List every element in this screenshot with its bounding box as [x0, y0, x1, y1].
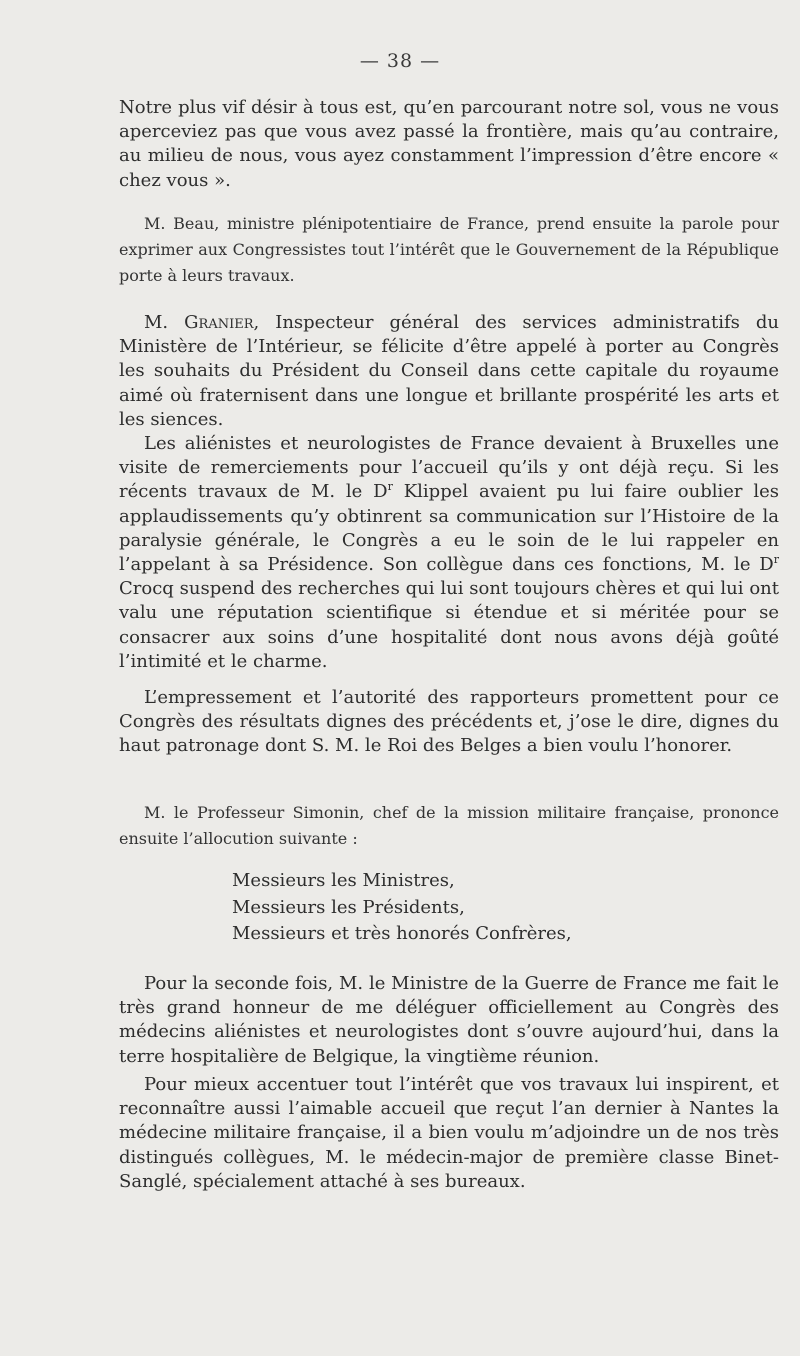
paragraph-binet-sangle: Pour mieux accentuer tout l’intérêt que vos travaux lui inspirent, et reconnaître aussi l’aimable accueil que reçut l’an dernier à Nantes la médecine militaire française, il a bien voulu m’adjoindre un de nos très distingués collègues, M. le médecin-major de première classe Binet-Sanglé, spécialement attaché à ses bureaux. — [119, 1074, 779, 1192]
granier-lead: M. — [144, 312, 169, 333]
salutation-line: Messieurs et très honorés Confrères, — [232, 923, 572, 944]
salutation-line: Messieurs les Présidents, — [232, 896, 465, 918]
paragraph-welcome-closing: Notre plus vif désir à tous est, qu’en parcourant notre sol, vous ne vous aperceviez pas que vous avez passé la frontière, mais qu’au contraire, au milieu de nous, vous ayez constamment l’impression d’être encore « chez vous ». — [119, 97, 779, 191]
paragraph-beau: M. Beau, ministre plénipotentiaire de France, prend ensuite la parole pour exprimer aux Congressistes tout l’intérêt que le Gouvernement de la République porte à leurs travaux. — [119, 214, 779, 285]
granier-rest: , Inspecteur général des services administratifs du Ministère de l’Intérieur, se félicite d’être appelé à porter au Congrès les souhaits du Président du Conseil dans cette capitale du royaume aimé où fraternisent dans une longue et brillante prospérité les arts et les siences. — [119, 312, 779, 430]
alienistes-text-1: Les aliénistes et neurologistes de France devaient à Bruxelles une visite de remerciements pour l’accueil qu’ils y ont déjà reçu. Si les récents travaux de M. le D — [119, 433, 779, 503]
doctor-superscript: r — [387, 480, 393, 494]
page-number: — 38 — — [359, 50, 441, 72]
paragraph-ministre-guerre: Pour la seconde fois, M. le Ministre de la Guerre de France me fait le très grand honneur de me déléguer officiellement au Congrès des médecins aliénistes et neurologistes dont s’ouvre aujourd’hui, dans la terre hospitalière de Belgique, la vingtième réunion. — [119, 973, 779, 1067]
alienistes-text-3: Crocq suspend des recherches qui lui sont toujours chères et qui lui ont valu une réputation scientifique si étendue et si méritée pour se consacrer aux soins d’une hospitalité dont nous avons déjà goûté l’intimité et le charme. — [119, 578, 779, 672]
salutation — [232, 868, 572, 948]
alienistes-text-2: Klippel avaient pu lui faire oublier les applaudissements qu’y obtinrent sa communication sur l’Histoire de la paralysie générale, le Congrès a eu le soin de le lui rappeler en l’appelant à sa Présidence. Son collègue dans ces fonctions, M. le D — [119, 481, 779, 576]
paragraph-simonin: M. le Professeur Simonin, chef de la mission militaire française, prononce ensuite l’allocution suivante : — [119, 803, 779, 848]
paragraph-granier — [119, 311, 779, 432]
paragraph-alienistes — [119, 432, 779, 674]
salutation-line: Messieurs les Ministres, — [232, 870, 455, 891]
granier-name: Granier — [184, 312, 254, 333]
doctor-superscript: r — [773, 553, 779, 567]
paragraph-rapporteurs: L’empressement et l’autorité des rapporteurs promettent pour ce Congrès des résultats dignes des précédents et, j’ose le dire, dignes du haut patronage dont S. M. le Roi des Belges a bien voulu l’honorer. — [119, 687, 779, 757]
